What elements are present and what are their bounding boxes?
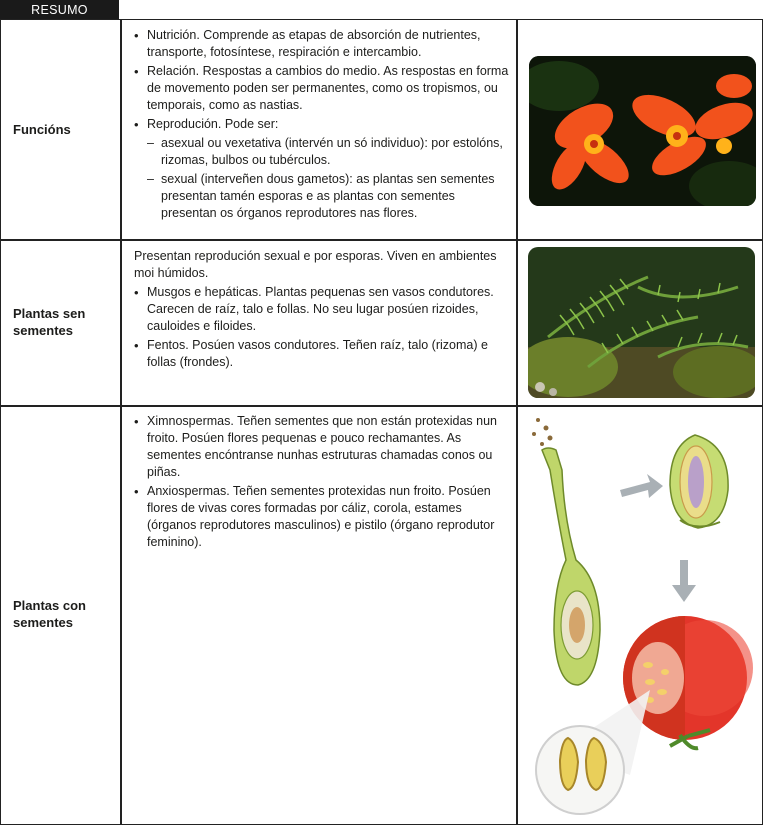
list-item: • Nutrición. Comprende as etapas de absorción de nutrientes, transporte, fotosíntese, respiración e intercambio. xyxy=(134,27,510,61)
orchid-image xyxy=(529,56,756,206)
sub-list-item: – sexual (interveñen dous gametos): as plantas sen sementes presentan tamén esporas e as plantas con sementes presentan os órganos reprodutores nas flores. xyxy=(134,171,510,222)
row-title-plantas-con-sementes: Plantas con sementes xyxy=(13,598,86,630)
row-title-funcions: Funcións xyxy=(13,122,71,137)
list-item: • Ximnospermas. Teñen sementes que non están protexidas nun froito. Posúen flores pequenas e pouco rechamantes. As sementes encóntranse nunhas estruturas chamadas conos ou piñas. xyxy=(134,413,510,481)
ferns-photo xyxy=(528,247,755,398)
list-item: • Musgos e hepáticas. Plantas pequenas sen vasos condutores. Carecen de raíz, talo e follas. No seu lugar posúen rizoides, cauloides e filoides. xyxy=(134,284,510,335)
pistil-to-fruit-diagram xyxy=(520,410,760,820)
column-divider xyxy=(120,19,122,825)
row-divider xyxy=(0,405,763,407)
row-content-plantas-sen-sementes xyxy=(134,248,510,373)
row-title-plantas-sen-sementes: Plantas sen sementes xyxy=(13,306,86,338)
row-content-funcions xyxy=(134,27,510,224)
list-item: • Reprodución. Pode ser: xyxy=(134,116,510,133)
ferns-image xyxy=(528,247,755,398)
orchid-photo xyxy=(529,56,756,206)
column-divider xyxy=(516,19,518,825)
sub-list-item: – asexual ou vexetativa (intervén un só individuo): por estolóns, rizomas, bulbos ou tubérculos. xyxy=(134,135,510,169)
fruit-development-illustration xyxy=(520,410,760,820)
list-item: • Fentos. Posúen vasos condutores. Teñen raíz, talo (rizoma) e follas (frondes). xyxy=(134,337,510,371)
row-divider xyxy=(0,239,763,241)
row-intro: Presentan reprodución sexual e por esporas. Viven en ambientes moi húmidos. xyxy=(134,249,497,280)
row-content-plantas-con-sementes xyxy=(134,413,510,553)
summary-tab: RESUMO xyxy=(0,0,119,20)
list-item: • Anxiospermas. Teñen sementes protexidas nun froito. Posúen flores de vivas cores formadas por cáliz, corola, estames (órganos reprodutores masculinos) e pistilo (órgano reprodutor feminino). xyxy=(134,483,510,551)
list-item: • Relación. Respostas a cambios do medio. As respostas en forma de movemento poden ser permanentes, como os tropismos, ou temporais, como as nastias. xyxy=(134,63,510,114)
